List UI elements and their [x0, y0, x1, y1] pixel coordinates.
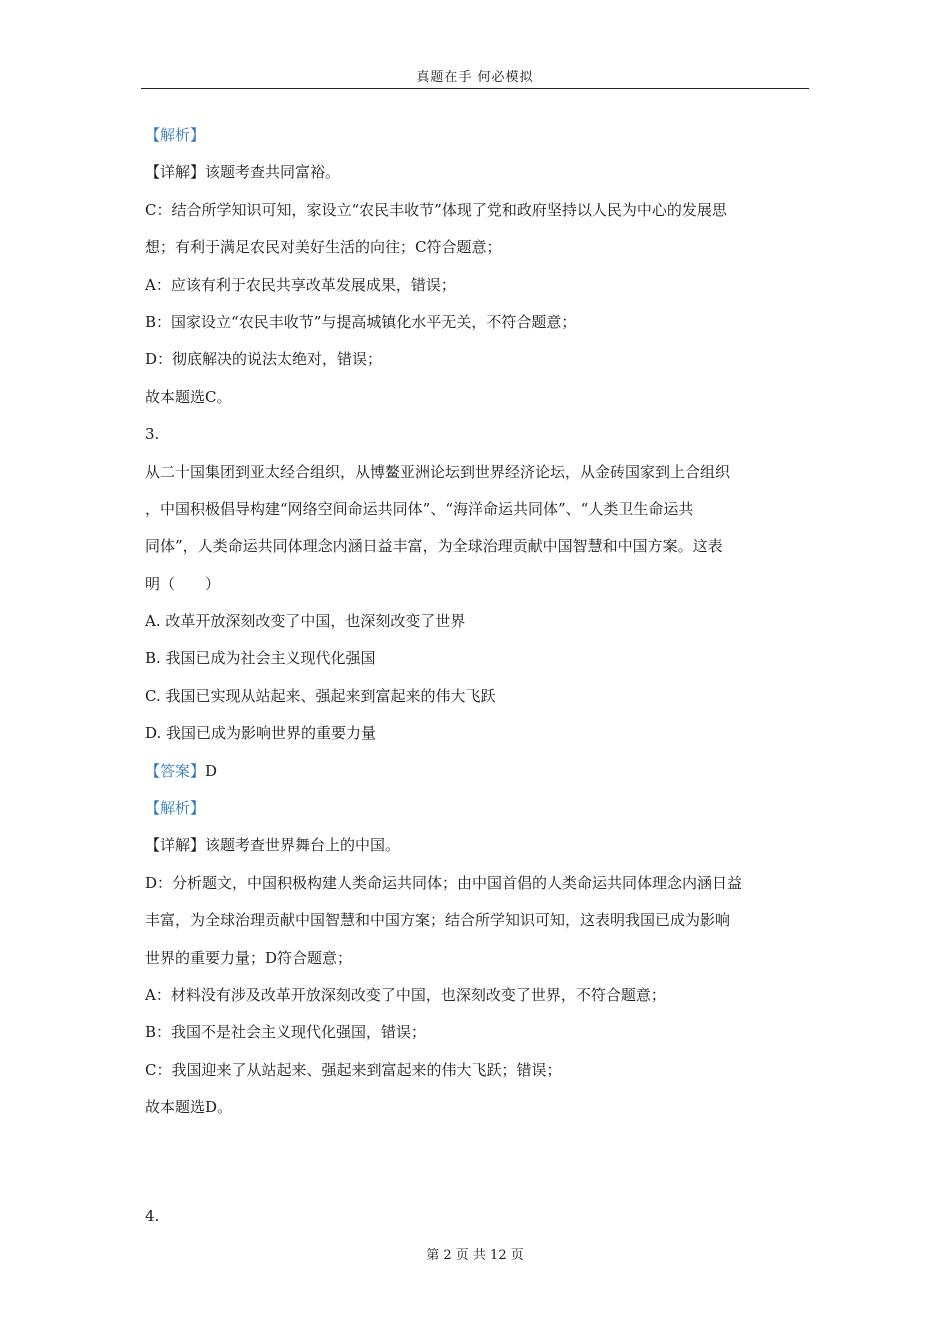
page-footer: 第 2 页 共 12 页 [426, 1248, 524, 1263]
q3-answer-value: D [205, 761, 218, 780]
q4-number: 4. [145, 1207, 160, 1225]
q3-answer [145, 753, 810, 790]
q3-analysis-line: D：分析题文，中国积极构建人类命运共同体；由中国首倡的人类命运共同体理念内涵日益 [145, 873, 743, 892]
q3-analysis-line: A：材料没有涉及改革开放深刻改变了中国，也深刻改变了世界，不符合题意； [145, 985, 666, 1004]
q3-analysis-line: 世界的重要力量；D符合题意； [145, 948, 353, 967]
q3-stem-line: 从二十国集团到亚太经合组织，从博鳌亚洲论坛到世界经济论坛，从金砖国家到上合组织 [145, 462, 731, 481]
q3-analysis-line: C：我国迎来了从站起来、强起来到富起来的伟大飞跃；错误； [145, 1060, 562, 1079]
q2-detail: 【详解】该题考查共同富裕。 [145, 163, 341, 182]
q3-answer-label: 【答案】 [145, 761, 206, 780]
q3-analysis-line: B：我国不是社会主义现代化强国，错误； [145, 1023, 427, 1042]
q2-analysis-line: D：彻底解决的说法太绝对，错误； [145, 350, 383, 369]
q3-option-d: D. 我国已成为影响世界的重要力量 [145, 724, 377, 743]
q3-option-a: A. 改革开放深刻改变了中国，也深刻改变了世界 [145, 612, 466, 631]
q3-option-b: B. 我国已成为社会主义现代化强国 [145, 649, 376, 668]
page-header: 真题在手 何必模拟 [416, 70, 534, 85]
q3-conclusion: 故本题选D。 [145, 1098, 233, 1117]
q3-stem-line: 同体”，人类命运共同体理念内涵日益丰富，为全球治理贡献中国智慧和中国方案。这表 [145, 537, 723, 556]
document-body [145, 117, 810, 1127]
q2-analysis-line: 想；有利于满足农民对美好生活的向往；C符合题意； [145, 238, 502, 257]
q2-analysis-label: 【解析】 [145, 126, 206, 144]
q3-stem-line: 明（ ） [145, 574, 221, 593]
q3-analysis-line: 丰富，为全球治理贡献中国智慧和中国方案；结合所学知识可知，这表明我国已成为影响 [145, 911, 731, 930]
q3-stem-line: ，中国积极倡导构建“网络空间命运共同体”、“海洋命运共同体”、“人类卫生命运共 [145, 499, 694, 518]
q3-number: 3. [145, 425, 160, 444]
q2-analysis-line: A：应该有利于农民共享改革发展成果，错误； [145, 275, 456, 294]
q2-analysis-line: B：国家设立“农民丰收节”与提高城镇化水平无关，不符合题意； [145, 312, 577, 331]
q3-option-c: C. 我国已实现从站起来、强起来到富起来的伟大飞跃 [145, 686, 496, 705]
q3-detail: 【详解】该题考查世界舞台上的中国。 [145, 836, 401, 855]
q2-conclusion: 故本题选C。 [145, 387, 232, 406]
q3-analysis-label: 【解析】 [145, 799, 206, 818]
header-divider [141, 88, 809, 89]
q2-analysis-line: C：结合所学知识可知，家设立“农民丰收节”体现了党和政府坚持以人民为中心的发展思 [145, 200, 727, 219]
